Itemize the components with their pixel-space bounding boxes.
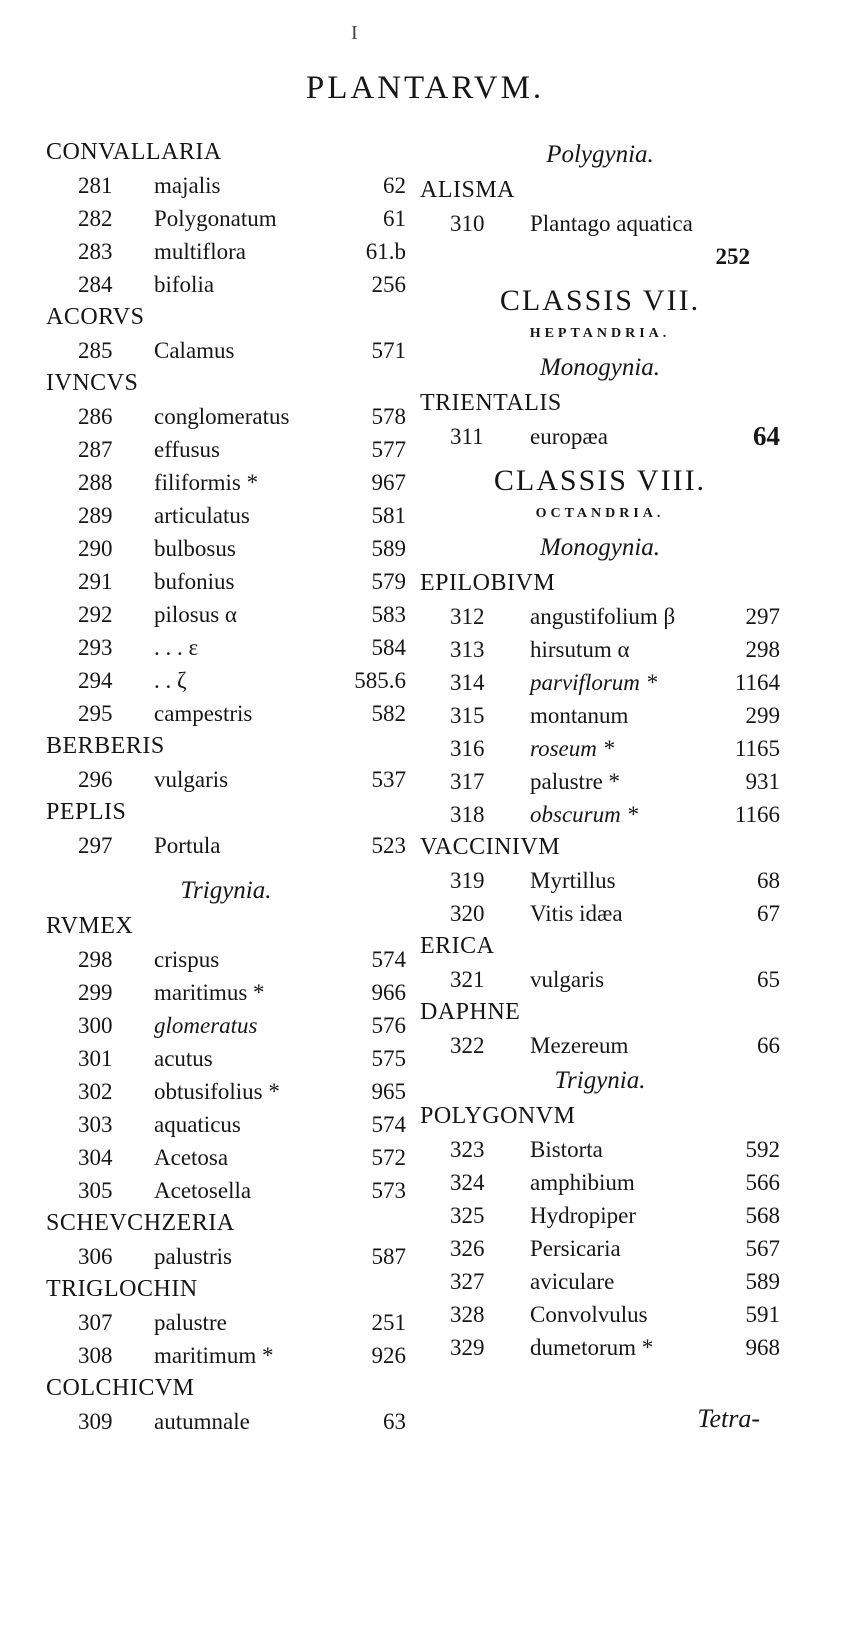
entry-number: 321: [450, 967, 485, 992]
list-item: [420, 1232, 780, 1265]
entry-page: 584: [371, 635, 406, 660]
genus-heading: CONVALLARIA: [46, 139, 222, 165]
entry-page: 592: [745, 1137, 780, 1162]
entry-page: 251: [371, 1310, 406, 1335]
list-item: [46, 532, 406, 565]
entry-page: 523: [371, 833, 406, 858]
entry-number: 295: [78, 701, 113, 726]
entry-alisma: [420, 207, 780, 240]
list-item: [46, 334, 406, 367]
list-item: [420, 798, 780, 831]
entry-page: 576: [371, 1013, 406, 1038]
entry-number: 304: [78, 1145, 113, 1170]
genus-heading: ACORVS: [46, 304, 145, 330]
entry-species: bulbosus: [154, 536, 236, 561]
entry-number: 284: [78, 272, 113, 297]
genus-heading: RVMEX: [46, 913, 134, 939]
entry-number: 309: [78, 1409, 113, 1434]
entry-page: 256: [371, 272, 406, 297]
list-item: [46, 400, 406, 433]
entry-species: Persicaria: [530, 1236, 621, 1261]
classis-vii-order: Monogynia.: [539, 354, 661, 381]
right-column: [420, 136, 780, 1364]
entry-page: 1165: [734, 736, 780, 761]
entry-number: 290: [78, 536, 113, 561]
list-item: [420, 1331, 780, 1364]
page-title: PLANTARVM.: [305, 70, 545, 106]
entry-page: 572: [371, 1145, 406, 1170]
entry-number: 297: [78, 833, 113, 858]
classis-viii-order: Monogynia.: [539, 534, 661, 561]
list-item: [46, 1009, 406, 1042]
entry-species: montanum: [530, 703, 629, 728]
list-item: [420, 633, 780, 666]
entry-page: 967: [371, 470, 406, 495]
page-mark: I: [351, 22, 358, 44]
left-groups: [46, 136, 406, 862]
entry-number: 305: [78, 1178, 113, 1203]
list-item: [46, 664, 406, 697]
entry-page: 68: [757, 868, 780, 893]
entry-number: 313: [450, 637, 485, 662]
entry-page: 566: [745, 1170, 780, 1195]
entry-species: Hydropiper: [530, 1203, 637, 1228]
list-item: [420, 1265, 780, 1298]
entry-species: Polygonatum: [154, 206, 277, 231]
entry-number: 293: [78, 635, 113, 660]
entry-page: 537: [371, 767, 406, 792]
entry-number: 286: [78, 404, 113, 429]
list-item: [46, 1306, 406, 1339]
genus-heading: PEPLIS: [46, 799, 127, 825]
list-item: [46, 943, 406, 976]
entry-page: 575: [371, 1046, 406, 1071]
entry-page: 965: [371, 1079, 406, 1104]
entry-species: vulgaris: [530, 967, 605, 992]
entry-page: 581: [371, 503, 406, 528]
entry-page-alisma: 252: [715, 244, 750, 269]
entry-species: effusus: [154, 437, 221, 462]
list-item: [46, 466, 406, 499]
entry-number: 311: [450, 424, 484, 449]
genus-heading: BERBERIS: [46, 733, 165, 759]
entry-number: 324: [450, 1170, 485, 1195]
entry-species: autumnale: [154, 1409, 250, 1434]
entry-species: . . . ε: [154, 635, 199, 660]
entry-species: europæa: [530, 424, 608, 449]
list-item: [46, 1405, 406, 1438]
list-item: [420, 1166, 780, 1199]
list-item: [420, 732, 780, 765]
genus-heading: DAPHNE: [420, 999, 521, 1025]
classis-vii-title: CLASSIS VII.: [499, 284, 701, 317]
entry-page: 574: [371, 947, 406, 972]
entry-species: Myrtillus: [530, 868, 616, 893]
list-item: [420, 699, 780, 732]
entry-number: 306: [78, 1244, 113, 1269]
entry-page: 61.b: [365, 239, 406, 264]
list-item: [46, 1240, 406, 1273]
entry-page: 573: [371, 1178, 406, 1203]
entry-page: 567: [745, 1236, 780, 1261]
left-groups-2: [46, 910, 406, 1438]
entry-number: 316: [450, 736, 485, 761]
entry-page: 577: [371, 437, 406, 462]
entry-page: 61: [383, 206, 406, 231]
left-column: [46, 136, 406, 1438]
list-item: [420, 1029, 780, 1062]
entry-species: Bistorta: [530, 1137, 603, 1162]
entry-page: 589: [371, 536, 406, 561]
list-item: [46, 169, 406, 202]
entry-page: 63: [383, 1409, 406, 1434]
entry-species: vulgaris: [154, 767, 229, 792]
entry-number: 322: [450, 1033, 485, 1058]
entry-species: palustris: [154, 1244, 232, 1269]
entry-number: 325: [450, 1203, 485, 1228]
section-trigynia-left: Trigynia.: [180, 877, 272, 904]
list-item: [46, 1108, 406, 1141]
entry-species: maritimus *: [154, 980, 265, 1005]
entry-species: multiflora: [154, 239, 246, 264]
entry-species: Acetosella: [154, 1178, 252, 1203]
entry-page: 579: [371, 569, 406, 594]
entry-number: 326: [450, 1236, 485, 1261]
entry-number: 323: [450, 1137, 485, 1162]
entry-species: Plantago aquatica: [530, 211, 693, 236]
entry-species: Mezereum: [530, 1033, 629, 1058]
entry-species: majalis: [154, 173, 221, 198]
entry-species: Portula: [154, 833, 221, 858]
entry-number: 289: [78, 503, 113, 528]
entry-page: 578: [371, 404, 406, 429]
entry-trientalis: [420, 420, 780, 453]
classis-vii-subtitle: HEPTANDRIA.: [529, 326, 671, 341]
entry-number: 307: [78, 1310, 113, 1335]
list-item: [46, 1174, 406, 1207]
entry-number: 315: [450, 703, 485, 728]
entry-species: palustre *: [530, 769, 621, 794]
list-item: [420, 666, 780, 699]
list-item: [420, 765, 780, 798]
entry-page: 67: [757, 901, 780, 926]
list-item: [46, 1141, 406, 1174]
entry-page: 966: [371, 980, 406, 1005]
entry-species: hirsutum α: [530, 637, 630, 662]
genus-heading: COLCHICVM: [46, 1375, 195, 1401]
list-item: [420, 897, 780, 930]
entry-species: Acetosa: [154, 1145, 229, 1170]
entry-page: 926: [371, 1343, 406, 1368]
entry-page: 587: [371, 1244, 406, 1269]
entry-number: 281: [78, 173, 113, 198]
entry-species: pilosus α: [154, 602, 237, 627]
entry-page: 65: [757, 967, 780, 992]
right-groups: [420, 567, 780, 1062]
entry-species: palustre: [154, 1310, 227, 1335]
genus-alisma: ALISMA: [420, 177, 516, 203]
entry-number: 283: [78, 239, 113, 264]
entry-page: 66: [757, 1033, 780, 1058]
list-item: [46, 433, 406, 466]
genus-heading: TRIGLOCHIN: [46, 1276, 198, 1302]
entry-page: 298: [745, 637, 780, 662]
list-item: [420, 1298, 780, 1331]
list-item: [46, 499, 406, 532]
entry-page: 585.6: [354, 668, 406, 693]
entry-page: 1166: [734, 802, 780, 827]
entry-number: 320: [450, 901, 485, 926]
entry-species: acutus: [154, 1046, 213, 1071]
entry-number: 301: [78, 1046, 113, 1071]
list-item: [420, 1133, 780, 1166]
entry-species: roseum *: [530, 736, 615, 761]
entry-page: 571: [371, 338, 406, 363]
genus-heading: VACCINIVM: [420, 834, 561, 860]
entry-species: aviculare: [530, 1269, 615, 1294]
entry-species: maritimum *: [154, 1343, 274, 1368]
entry-page: 62: [383, 173, 406, 198]
entry-page: 574: [371, 1112, 406, 1137]
genus-heading: EPILOBIVM: [420, 570, 556, 596]
entry-number: 327: [450, 1269, 485, 1294]
entry-number: 310: [450, 211, 485, 236]
classis-viii-subtitle: OCTANDRIA.: [535, 506, 665, 521]
entry-number: 302: [78, 1079, 113, 1104]
entry-number: 282: [78, 206, 113, 231]
list-item: [46, 598, 406, 631]
list-item: [46, 1042, 406, 1075]
entry-page: 299: [745, 703, 780, 728]
entry-number: 314: [450, 670, 485, 695]
genus-heading: POLYGONVM: [420, 1103, 576, 1129]
genus-heading: IVNCVS: [46, 370, 139, 396]
entry-number: 285: [78, 338, 113, 363]
entry-page: 1164: [734, 670, 780, 695]
catchword: Tetra-: [697, 1404, 760, 1433]
entry-page: 297: [745, 604, 780, 629]
entry-page: 583: [371, 602, 406, 627]
entry-species: angustifolium β: [530, 604, 676, 629]
entry-number: 298: [78, 947, 113, 972]
list-item: [46, 697, 406, 730]
entry-species: obscurum *: [530, 802, 638, 827]
list-item: [46, 976, 406, 1009]
entry-species: bifolia: [154, 272, 215, 297]
entry-number: 319: [450, 868, 485, 893]
entry-species: obtusifolius *: [154, 1079, 280, 1104]
entry-page: 64: [753, 421, 780, 451]
list-item: [46, 235, 406, 268]
entry-page: 568: [745, 1203, 780, 1228]
classis-viii-title: CLASSIS VIII.: [493, 464, 707, 497]
entry-species: bufonius: [154, 569, 235, 594]
genus-heading: SCHEVCHZERIA: [46, 1210, 235, 1236]
entry-number: 291: [78, 569, 113, 594]
list-item: [46, 1075, 406, 1108]
entry-number: 294: [78, 668, 113, 693]
entry-species: Calamus: [154, 338, 235, 363]
entry-species: amphibium: [530, 1170, 635, 1195]
section-polygynia: Polygynia.: [546, 141, 654, 168]
right-groups-2: [420, 1100, 780, 1364]
entry-species: Vitis idæa: [530, 901, 623, 926]
list-item: [420, 600, 780, 633]
section-trigynia-right: Trigynia.: [554, 1067, 646, 1094]
entry-page: 582: [371, 701, 406, 726]
entry-species: aquaticus: [154, 1112, 241, 1137]
entry-species: filiformis *: [154, 470, 259, 495]
entry-species: crispus: [154, 947, 220, 972]
entry-number: 299: [78, 980, 113, 1005]
entry-species: conglomeratus: [154, 404, 290, 429]
entry-number: 329: [450, 1335, 485, 1360]
entry-species: campestris: [154, 701, 253, 726]
entry-species: parviflorum *: [530, 670, 658, 695]
entry-number: 303: [78, 1112, 113, 1137]
entry-number: 318: [450, 802, 485, 827]
list-item: [420, 963, 780, 996]
entry-page: 931: [745, 769, 780, 794]
list-item: [46, 763, 406, 796]
entry-number: 317: [450, 769, 485, 794]
list-item: [46, 829, 406, 862]
list-item: [46, 631, 406, 664]
entry-number: 296: [78, 767, 113, 792]
entry-number: 300: [78, 1013, 113, 1038]
list-item: [46, 565, 406, 598]
entry-page: 968: [745, 1335, 780, 1360]
entry-number: 292: [78, 602, 113, 627]
list-item: [46, 202, 406, 235]
list-item: [420, 864, 780, 897]
entry-number: 328: [450, 1302, 485, 1327]
entry-species: glomeratus: [154, 1013, 258, 1038]
list-item: [420, 1199, 780, 1232]
entry-species: Convolvulus: [530, 1302, 648, 1327]
genus-heading: ERICA: [420, 933, 495, 959]
entry-number: 287: [78, 437, 113, 462]
genus-trientalis: TRIENTALIS: [420, 390, 562, 416]
entry-page: 591: [745, 1302, 780, 1327]
entry-species: dumetorum *: [530, 1335, 654, 1360]
entry-number: 308: [78, 1343, 113, 1368]
entry-number: 288: [78, 470, 113, 495]
entry-species: articulatus: [154, 503, 250, 528]
entry-species: . . ζ: [154, 668, 187, 693]
list-item: [46, 1339, 406, 1372]
entry-page: 589: [745, 1269, 780, 1294]
entry-number: 312: [450, 604, 485, 629]
list-item: [46, 268, 406, 301]
